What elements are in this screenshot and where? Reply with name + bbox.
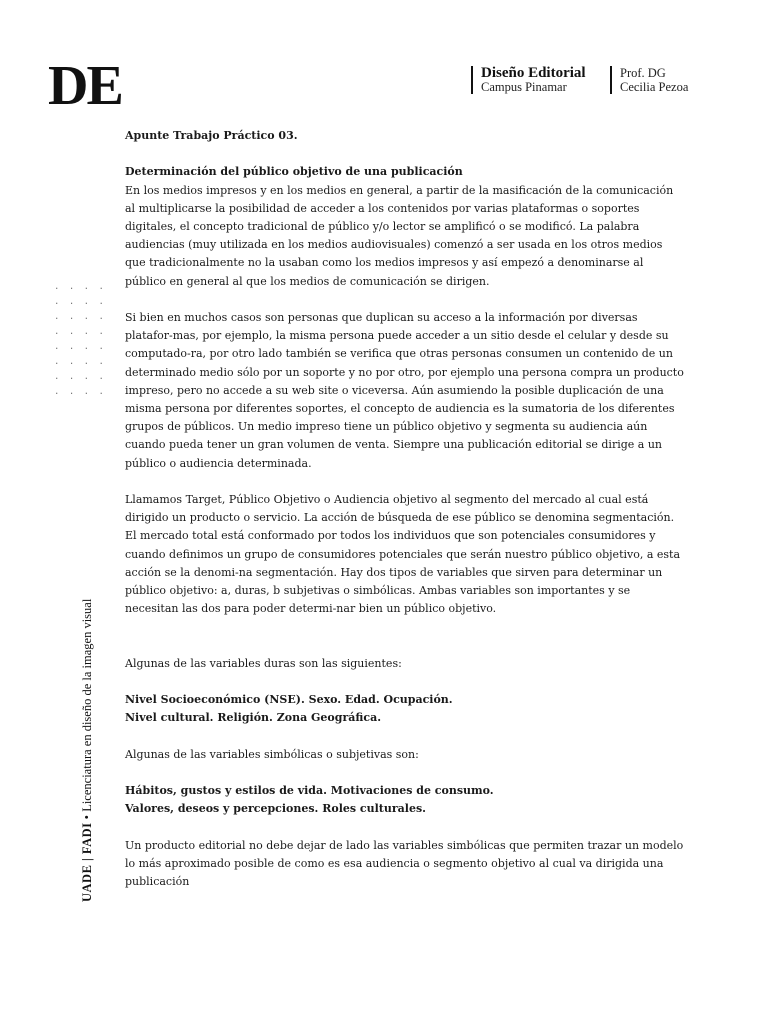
course-title: Diseño Editorial (481, 65, 586, 81)
hard-variables-line-2: Nivel cultural. Religión. Zona Geográfica. (125, 711, 382, 725)
paragraph-2: Si bien en muchos casos son personas que duplican su acceso a la información por diversas platafor-mas, por ejemplo, la misma persona puede acceder a un sitio desde el celular y desde su computado-ra, por otro lado también se verifica que otras personas consumen un contenido de un determinado medio sólo por un soporte y no por otro, por ejemplo una persona compra un producto impreso, pero no accede a su web site o viceversa. Aún asumiendo la posible duplicación de una misma persona por diferentes soportes, el concepto de audiencia es la sumatoria de los diferentes grupos de públicos. Un medio impreso tiene un público objetivo y segmenta su audiencia aún cuando pueda tener un gran volumen de venta. Siempre una publicación editorial se dirige a un público o audiencia determinada. (125, 311, 684, 470)
paragraph-1: En los medios impresos y en los medios en general, a partir de la masificación de la comunicación al multiplicarse la posibilidad de acceder a los contenidos por varias plataformas o soportes digitales, el concepto tradicional de público y/o lector se amplificó o se modificó. La palabra audiencias (muy utilizada en los medios audiovisuales) comenzó a ser usada en los otros medios que tradicionalmente no la usaban como los medios impresos y así empezó a denominarse al público en general al que los medios de comunicación se dirigen. (125, 183, 674, 288)
closing-paragraph: Un producto editorial no debe dejar de lado las variables simbólicas que permiten trazar un modelo lo más aproximado posible de como es esa audiencia o segmento objetivo al cual va dirigida una publicación (125, 838, 684, 889)
professor-title: Prof. DG (620, 66, 666, 80)
document-body (125, 127, 685, 891)
separator-dot: • (80, 814, 94, 820)
course-campus: Campus Pinamar (481, 80, 567, 94)
paragraph-3: Llamamos Target, Público Objetivo o Audiencia objetivo al segmento del mercado al cual está dirigido un producto o servicio. La acción de búsqueda de ese público se denomina segmentación. El mercado total está conformado por todos los individuos que son potenciales consumidores y cuando definimos un grupo de consumidores potenciales que serán nuestro público objetivo, a esta acción se la denomi-na segmentación. Hay dos tipos de variables que sirven para determinar un público objetivo: a, duras, b subjetivas o simbólicas. Ambas variables son importantes y se necesitan las dos para poder determi-nar bien un público objetivo. (125, 493, 681, 616)
section-heading: Determinación del público objetivo de una publicación (125, 165, 463, 179)
program-label: Licenciatura en diseño de la imagen visual (80, 598, 94, 812)
course-header (471, 66, 586, 94)
symbolic-variables-intro: Algunas de las variables simbólicas o subjetivas son: (125, 747, 419, 761)
logo: DE (48, 55, 122, 117)
decorative-dots: . . . . . . . . . . . . . . . . . . . . . . . . . . . . . . . . (54, 282, 106, 397)
professor-header (610, 66, 688, 94)
hard-variables-line-1: Nivel Socioeconómico (NSE). Sexo. Edad. Ocupación. (125, 693, 453, 707)
professor-name: Cecilia Pezoa (620, 80, 689, 94)
symbolic-variables-line-2: Valores, deseos y percepciones. Roles culturales. (125, 802, 426, 816)
institution-label: UADE | FADI (80, 822, 94, 902)
hard-variables-intro: Algunas de las variables duras son las siguientes: (125, 656, 402, 670)
symbolic-variables-line-1: Hábitos, gustos y estilos de vida. Motivaciones de consumo. (125, 784, 494, 798)
document-title: Apunte Trabajo Práctico 03. (125, 129, 298, 142)
vertical-sidebar-label (80, 599, 94, 902)
